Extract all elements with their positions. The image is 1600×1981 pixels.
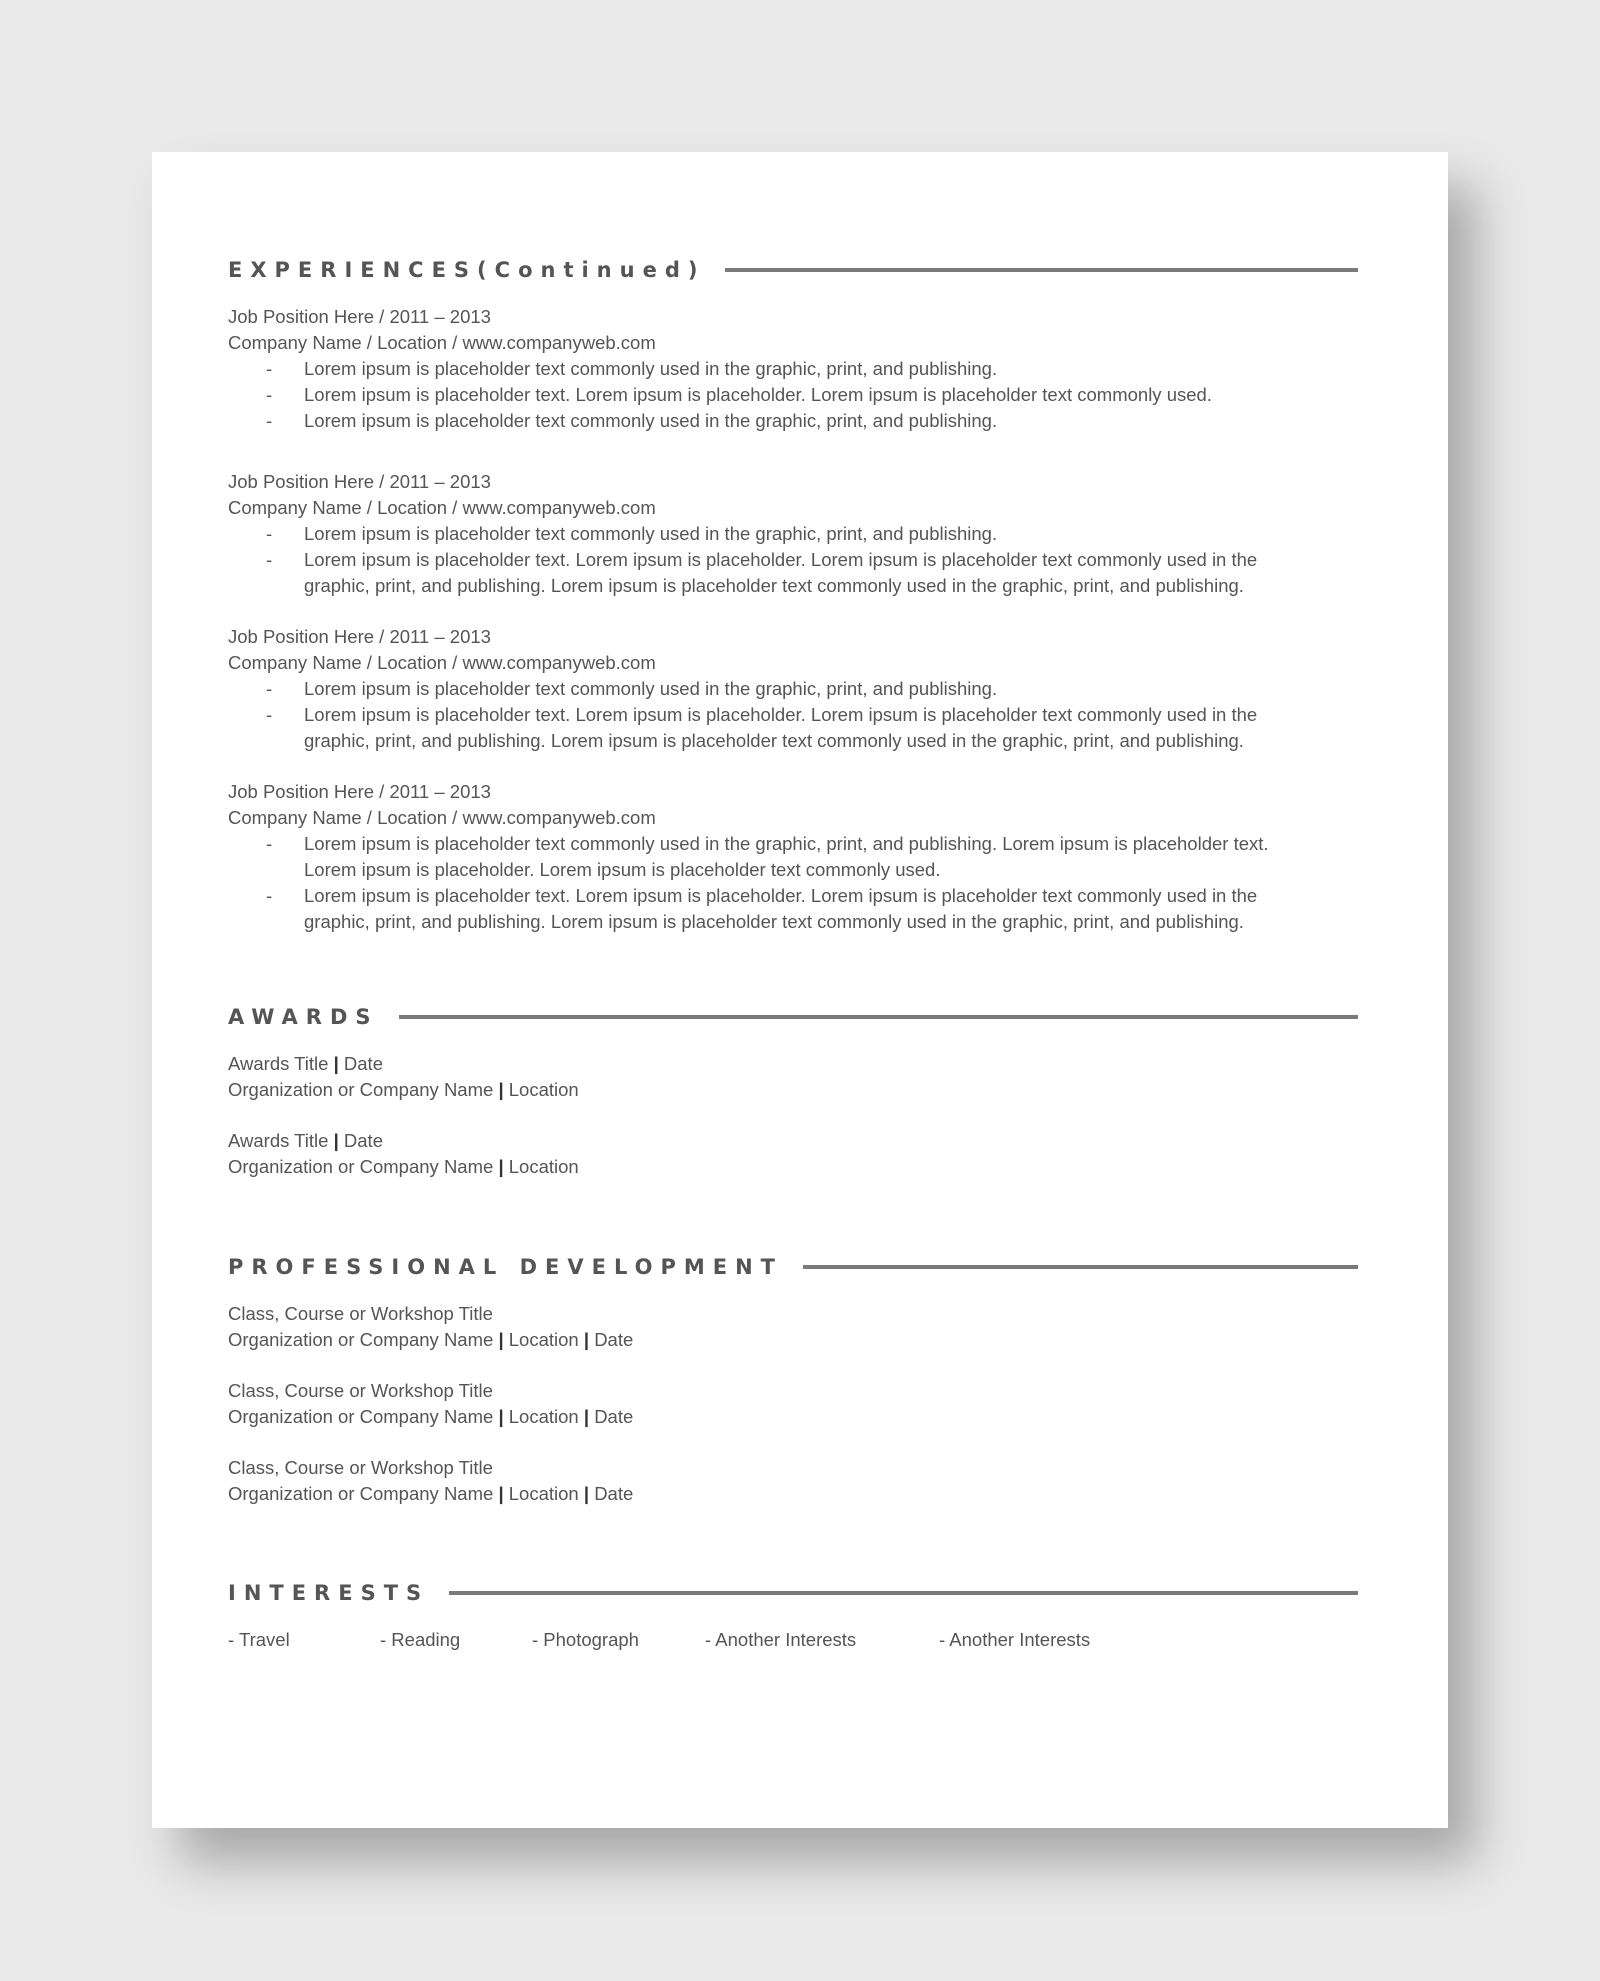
job-company: Company Name / Location / www.companyweb.com [228, 652, 656, 673]
award-entry-1 [228, 1051, 1358, 1103]
bullet-marker: - [266, 549, 273, 570]
job-company: Company Name / Location / www.companyweb.com [228, 807, 656, 828]
experiences-header [228, 250, 1358, 290]
course-title: Class, Course or Workshop Title [228, 1457, 493, 1478]
professional-development-header [228, 1247, 1358, 1287]
awards-header [228, 997, 1358, 1037]
bullet-marker: - [266, 358, 273, 379]
course-org: Organization or Company Name [228, 1329, 494, 1350]
separator: | [583, 1329, 590, 1350]
job-position: Job Position Here / 2011 – 2013 [228, 471, 491, 492]
bullet-marker: - [266, 678, 273, 699]
bullet-marker: - [266, 885, 273, 906]
job-bullet [228, 831, 1314, 883]
job-bullet [228, 521, 1314, 547]
job-bullet [228, 702, 1314, 754]
job-entry-3 [228, 624, 1358, 754]
course-entry-1 [228, 1301, 1358, 1353]
interests-list [228, 1627, 1358, 1653]
bullet-text: Lorem ipsum is placeholder text commonly used in the graphic, print, and publishing. [304, 678, 998, 699]
separator: | [498, 1156, 504, 1177]
course-org-line [228, 1404, 1358, 1430]
separator: | [583, 1406, 590, 1427]
bullet-marker: - [266, 410, 273, 431]
job-bullet [228, 883, 1314, 935]
separator: | [498, 1079, 504, 1100]
job-entry-1 [228, 304, 1358, 434]
job-entry-2 [228, 469, 1358, 599]
course-org-line [228, 1481, 1358, 1507]
resume-content [228, 250, 1358, 1653]
bullet-text: Lorem ipsum is placeholder text commonly used in the graphic, print, and publishing. [304, 523, 998, 544]
award-location: Location [508, 1156, 579, 1177]
awards-title: AWARDS [228, 1005, 379, 1029]
experiences-rule [725, 268, 1358, 272]
separator: | [498, 1483, 504, 1504]
award-date: Date [343, 1053, 383, 1074]
job-bullet [228, 676, 1314, 702]
job-bullets [228, 521, 1358, 599]
job-company: Company Name / Location / www.companyweb.com [228, 497, 656, 518]
resume-page [152, 152, 1448, 1828]
course-title: Class, Course or Workshop Title [228, 1303, 493, 1324]
course-location: Location [508, 1406, 579, 1427]
job-bullet [228, 408, 1314, 434]
job-bullet [228, 356, 1314, 382]
bullet-text: Lorem ipsum is placeholder text commonly used in the graphic, print, and publishing. [304, 358, 998, 379]
award-title-line [228, 1051, 1358, 1077]
course-org: Organization or Company Name [228, 1406, 494, 1427]
course-location: Location [508, 1329, 579, 1350]
professional-development-rule [803, 1265, 1358, 1269]
bullet-text: Lorem ipsum is placeholder text commonly used in the graphic, print, and publishing. Lorem ipsum is placeholder text. Lorem ipsum is placeholder. Lorem ipsum is placeholder text commonly used. [304, 833, 1269, 880]
course-date: Date [594, 1483, 634, 1504]
job-bullet [228, 547, 1314, 599]
interest-item: - Another Interests [939, 1629, 1091, 1650]
separator: | [498, 1329, 504, 1350]
bullet-marker: - [266, 833, 273, 854]
course-entry-3 [228, 1455, 1358, 1507]
award-org: Organization or Company Name [228, 1079, 494, 1100]
award-title: Awards Title [228, 1130, 329, 1151]
award-org-line [228, 1077, 1358, 1103]
professional-development-title: PROFESSIONAL DEVELOPMENT [228, 1255, 783, 1279]
bullet-marker: - [266, 384, 273, 405]
bullet-text: Lorem ipsum is placeholder text commonly used in the graphic, print, and publishing. [304, 410, 998, 431]
interests-header [228, 1573, 1358, 1613]
interest-item: - Another Interests [705, 1629, 857, 1650]
job-bullet [228, 382, 1314, 408]
separator: | [333, 1130, 339, 1151]
job-bullets [228, 831, 1358, 935]
job-company: Company Name / Location / www.companyweb.com [228, 332, 656, 353]
interest-item: - Reading [380, 1629, 461, 1650]
bullet-text: Lorem ipsum is placeholder text. Lorem ipsum is placeholder. Lorem ipsum is placeholder text commonly used in the graphic, print, and publishing. Lorem ipsum is placeholder text commonly used in the graphic, print, and publishing. [304, 549, 1258, 596]
job-entry-4 [228, 779, 1358, 935]
interests-rule [449, 1591, 1358, 1595]
bullet-text: Lorem ipsum is placeholder text. Lorem ipsum is placeholder. Lorem ipsum is placeholder text commonly used in the graphic, print, and publishing. Lorem ipsum is placeholder text commonly used in the graphic, print, and publishing. [304, 704, 1258, 751]
interest-item: - Photograph [532, 1629, 639, 1650]
experiences-title: EXPERIENCES(Continued) [228, 258, 706, 282]
course-org-line [228, 1327, 1358, 1353]
interest-item: - Travel [228, 1629, 290, 1650]
award-org-line [228, 1154, 1358, 1180]
job-bullets [228, 356, 1358, 434]
course-date: Date [594, 1406, 634, 1427]
award-date: Date [343, 1130, 383, 1151]
course-date: Date [594, 1329, 634, 1350]
interests-title: INTERESTS [228, 1581, 430, 1605]
award-title-line [228, 1128, 1358, 1154]
separator: | [498, 1406, 504, 1427]
bullet-marker: - [266, 523, 273, 544]
course-location: Location [508, 1483, 579, 1504]
course-entry-2 [228, 1378, 1358, 1430]
bullet-text: Lorem ipsum is placeholder text. Lorem ipsum is placeholder. Lorem ipsum is placeholder text commonly used. [304, 384, 1212, 405]
job-bullets [228, 676, 1358, 754]
separator: | [333, 1053, 339, 1074]
separator: | [583, 1483, 590, 1504]
job-position: Job Position Here / 2011 – 2013 [228, 306, 491, 327]
awards-rule [399, 1015, 1358, 1019]
award-location: Location [508, 1079, 579, 1100]
course-title: Class, Course or Workshop Title [228, 1380, 493, 1401]
bullet-text: Lorem ipsum is placeholder text. Lorem ipsum is placeholder. Lorem ipsum is placeholder text commonly used in the graphic, print, and publishing. Lorem ipsum is placeholder text commonly used in the graphic, print, and publishing. [304, 885, 1258, 932]
course-org: Organization or Company Name [228, 1483, 494, 1504]
award-entry-2 [228, 1128, 1358, 1180]
award-org: Organization or Company Name [228, 1156, 494, 1177]
bullet-marker: - [266, 704, 273, 725]
job-position: Job Position Here / 2011 – 2013 [228, 626, 491, 647]
job-position: Job Position Here / 2011 – 2013 [228, 781, 491, 802]
award-title: Awards Title [228, 1053, 329, 1074]
